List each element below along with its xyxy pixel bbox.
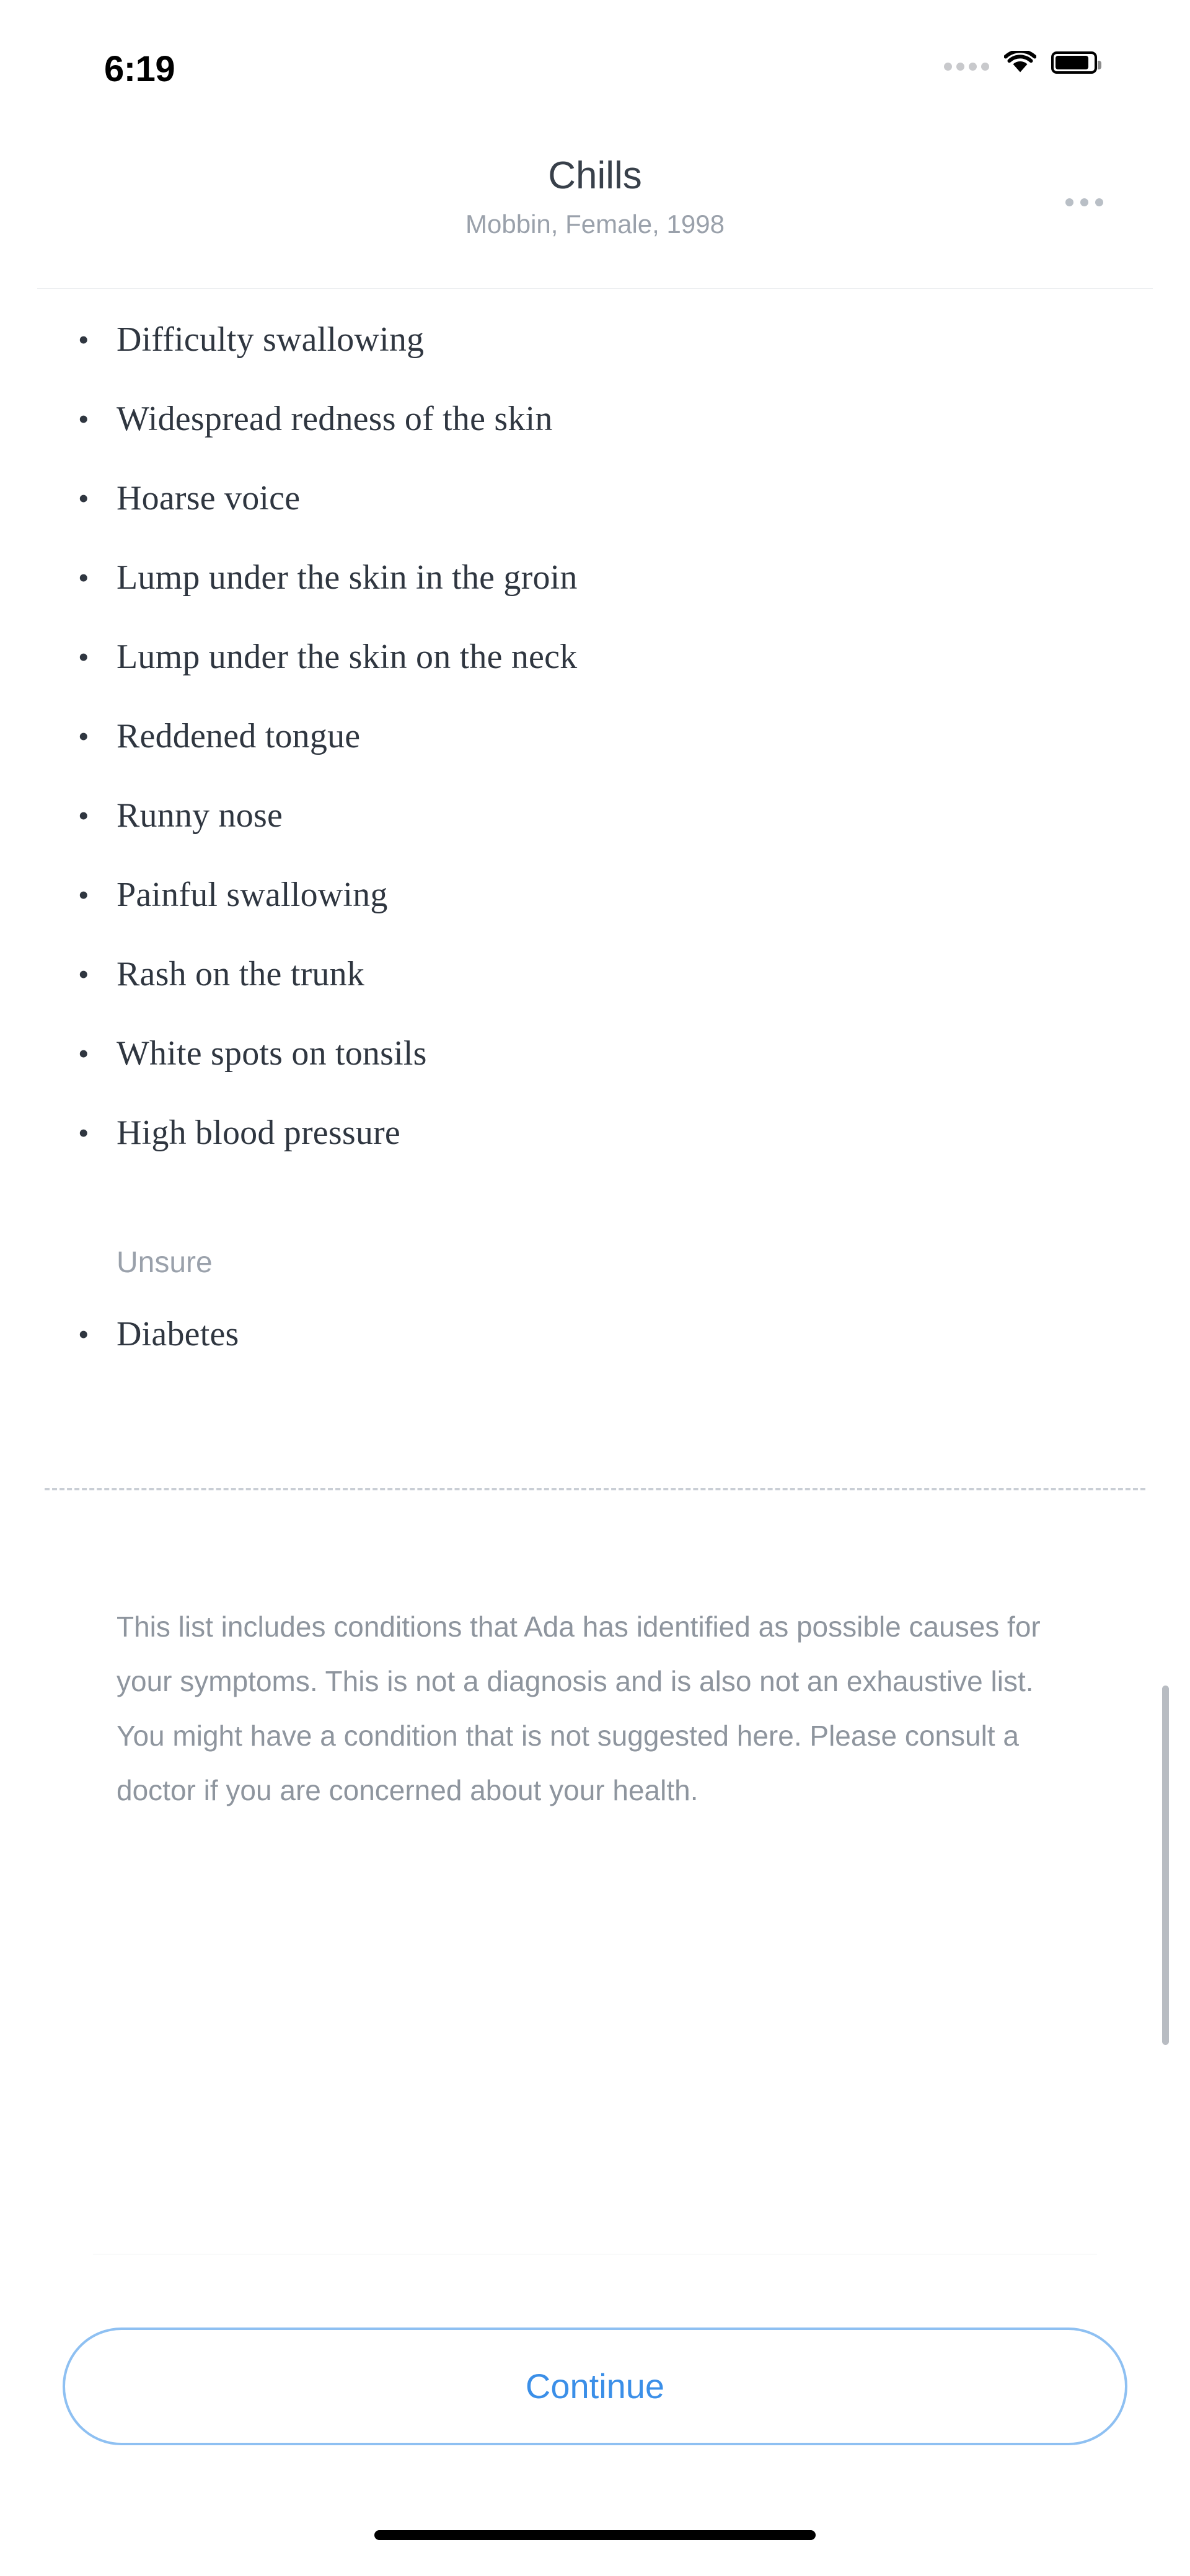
- content-area: [0, 289, 1190, 1818]
- status-indicators: [944, 51, 1097, 74]
- list-item: • Lump under the skin on the neck: [0, 617, 1190, 697]
- symptoms-list: [0, 289, 1190, 1172]
- status-time: 6:19: [104, 49, 175, 89]
- patient-info: Mobbin, Female, 1998: [465, 209, 725, 239]
- page-title: Chills: [548, 154, 642, 197]
- list-item: • Runny nose: [0, 776, 1190, 855]
- footer-bar: [0, 2254, 1190, 2576]
- list-item: • Reddened tongue: [0, 697, 1190, 776]
- scrollbar[interactable]: [1162, 1686, 1169, 2045]
- list-item: • High blood pressure: [0, 1093, 1190, 1172]
- list-item: • Lump under the skin in the groin: [0, 538, 1190, 617]
- dashed-divider: [45, 1488, 1145, 1490]
- list-item: • Diabetes: [0, 1295, 1190, 1374]
- list-item: • White spots on tonsils: [0, 1014, 1190, 1093]
- wifi-icon: [1004, 51, 1036, 74]
- battery-icon: [1051, 51, 1097, 74]
- signal-dots-icon: [944, 55, 989, 71]
- home-indicator: [374, 2530, 816, 2540]
- continue-button[interactable]: Continue: [63, 2328, 1127, 2445]
- list-item: • Painful swallowing: [0, 855, 1190, 934]
- more-options-icon[interactable]: [1058, 191, 1111, 214]
- page-header: [0, 155, 1190, 288]
- list-item: • Difficulty swallowing: [0, 300, 1190, 379]
- status-bar: [0, 0, 1190, 155]
- list-item: • Rash on the trunk: [0, 934, 1190, 1014]
- unsure-section-label: Unsure: [117, 1246, 213, 1279]
- unsure-list: [0, 1283, 1190, 1374]
- disclaimer-text: This list includes conditions that Ada has identified as possible causes for your symptoms. This is not a diagnosis and is also not an exhaustive list. You might have a condition that is not suggested here. Please consult a doctor if you are concerned about your health.: [117, 1611, 1041, 1806]
- list-item: • Hoarse voice: [0, 459, 1190, 538]
- list-item: • Widespread redness of the skin: [0, 379, 1190, 459]
